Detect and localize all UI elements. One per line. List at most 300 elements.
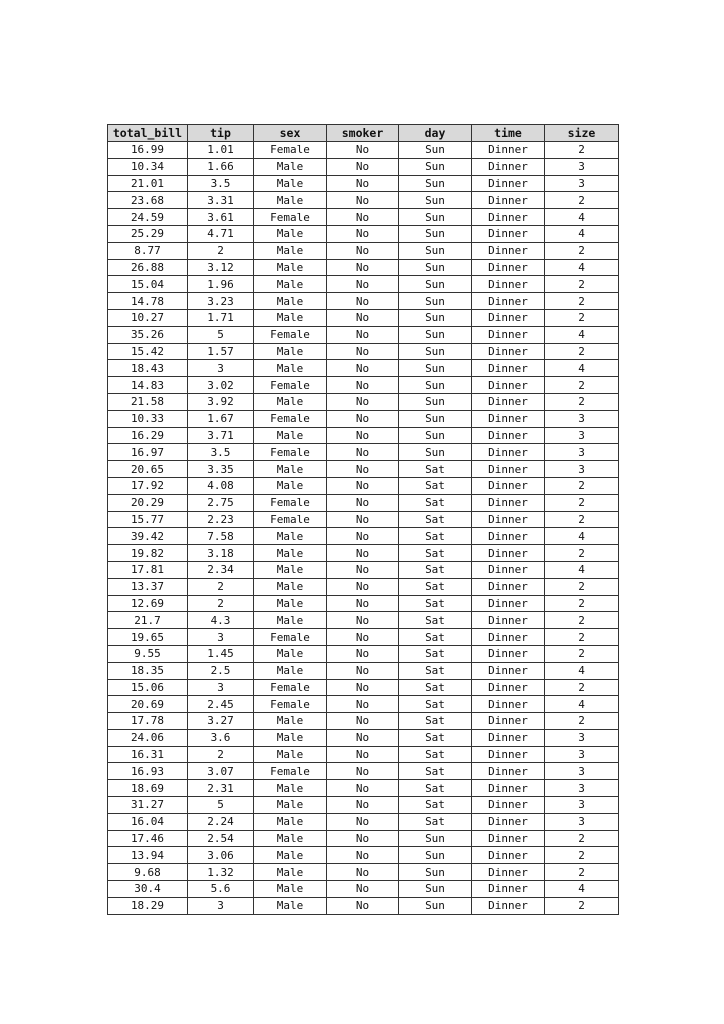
cell-total-bill: 16.97 [108,444,188,461]
cell-time: Dinner [472,326,545,343]
cell-size: 3 [545,797,619,814]
cell-size: 2 [545,629,619,646]
table-row [108,393,619,410]
cell-smoker: No [327,595,399,612]
cell-total-bill: 16.93 [108,763,188,780]
cell-smoker: No [327,746,399,763]
cell-size: 3 [545,813,619,830]
cell-size: 2 [545,612,619,629]
cell-size: 2 [545,477,619,494]
cell-sex: Male [254,595,327,612]
cell-tip: 5.6 [188,881,254,898]
cell-day: Sat [399,780,472,797]
cell-tip: 3.6 [188,729,254,746]
cell-smoker: No [327,377,399,394]
cell-time: Dinner [472,427,545,444]
cell-size: 2 [545,679,619,696]
cell-total-bill: 26.88 [108,259,188,276]
cell-total-bill: 17.92 [108,477,188,494]
column-header-total-bill: total_bill [108,125,188,142]
cell-day: Sat [399,511,472,528]
cell-tip: 2.75 [188,494,254,511]
cell-tip: 3.18 [188,545,254,562]
table-row [108,679,619,696]
cell-smoker: No [327,259,399,276]
cell-smoker: No [327,427,399,444]
cell-day: Sun [399,410,472,427]
cell-time: Dinner [472,696,545,713]
cell-tip: 5 [188,326,254,343]
cell-day: Sun [399,427,472,444]
cell-smoker: No [327,679,399,696]
cell-smoker: No [327,175,399,192]
header-row [108,125,619,142]
cell-size: 2 [545,713,619,730]
cell-smoker: No [327,561,399,578]
table-row [108,881,619,898]
table-row [108,780,619,797]
table-row [108,276,619,293]
cell-smoker: No [327,813,399,830]
cell-sex: Male [254,293,327,310]
table-row [108,293,619,310]
cell-smoker: No [327,713,399,730]
cell-size: 4 [545,360,619,377]
cell-total-bill: 8.77 [108,242,188,259]
cell-time: Dinner [472,763,545,780]
table-body [108,142,619,915]
cell-time: Dinner [472,360,545,377]
cell-sex: Male [254,662,327,679]
cell-time: Dinner [472,813,545,830]
table-row [108,662,619,679]
cell-total-bill: 9.68 [108,864,188,881]
cell-time: Dinner [472,444,545,461]
column-header-size: size [545,125,619,142]
cell-sex: Male [254,780,327,797]
cell-smoker: No [327,444,399,461]
cell-time: Dinner [472,309,545,326]
cell-size: 2 [545,142,619,159]
cell-smoker: No [327,881,399,898]
cell-tip: 2.31 [188,780,254,797]
cell-size: 2 [545,309,619,326]
cell-total-bill: 9.55 [108,645,188,662]
cell-total-bill: 20.65 [108,461,188,478]
cell-day: Sun [399,142,472,159]
cell-day: Sat [399,578,472,595]
cell-sex: Male [254,847,327,864]
table-row [108,326,619,343]
cell-tip: 1.32 [188,864,254,881]
cell-total-bill: 39.42 [108,528,188,545]
cell-smoker: No [327,360,399,377]
cell-time: Dinner [472,729,545,746]
cell-size: 4 [545,209,619,226]
cell-day: Sat [399,477,472,494]
cell-size: 2 [545,192,619,209]
cell-size: 3 [545,158,619,175]
cell-tip: 3 [188,679,254,696]
cell-day: Sun [399,881,472,898]
cell-size: 4 [545,662,619,679]
cell-smoker: No [327,158,399,175]
cell-total-bill: 16.29 [108,427,188,444]
cell-size: 3 [545,461,619,478]
cell-total-bill: 17.78 [108,713,188,730]
cell-tip: 3.5 [188,175,254,192]
cell-day: Sun [399,276,472,293]
cell-sex: Male [254,461,327,478]
cell-sex: Male [254,175,327,192]
cell-sex: Female [254,209,327,226]
cell-tip: 2.34 [188,561,254,578]
cell-total-bill: 21.01 [108,175,188,192]
cell-day: Sat [399,729,472,746]
cell-time: Dinner [472,612,545,629]
cell-smoker: No [327,645,399,662]
cell-time: Dinner [472,897,545,914]
cell-smoker: No [327,393,399,410]
cell-time: Dinner [472,797,545,814]
cell-tip: 1.01 [188,142,254,159]
cell-sex: Female [254,679,327,696]
cell-sex: Male [254,276,327,293]
table-row [108,645,619,662]
cell-sex: Female [254,326,327,343]
table-row [108,713,619,730]
table-row [108,427,619,444]
cell-smoker: No [327,142,399,159]
table-row [108,209,619,226]
table-row [108,360,619,377]
cell-size: 4 [545,528,619,545]
cell-time: Dinner [472,578,545,595]
cell-size: 3 [545,763,619,780]
cell-day: Sun [399,393,472,410]
cell-sex: Male [254,309,327,326]
cell-tip: 3.35 [188,461,254,478]
cell-tip: 3 [188,629,254,646]
cell-size: 3 [545,746,619,763]
cell-day: Sun [399,225,472,242]
cell-tip: 4.3 [188,612,254,629]
cell-size: 3 [545,780,619,797]
cell-day: Sat [399,461,472,478]
cell-size: 2 [545,242,619,259]
table-header [108,125,619,142]
cell-sex: Female [254,410,327,427]
cell-size: 2 [545,897,619,914]
cell-day: Sun [399,847,472,864]
cell-day: Sat [399,561,472,578]
cell-time: Dinner [472,461,545,478]
cell-tip: 1.57 [188,343,254,360]
cell-smoker: No [327,864,399,881]
cell-size: 3 [545,175,619,192]
cell-day: Sun [399,864,472,881]
cell-tip: 3.92 [188,393,254,410]
cell-tip: 3.71 [188,427,254,444]
data-table [107,124,619,915]
cell-total-bill: 17.81 [108,561,188,578]
cell-sex: Male [254,897,327,914]
cell-size: 3 [545,410,619,427]
cell-time: Dinner [472,175,545,192]
cell-sex: Male [254,612,327,629]
cell-total-bill: 14.83 [108,377,188,394]
cell-total-bill: 15.04 [108,276,188,293]
cell-smoker: No [327,729,399,746]
cell-smoker: No [327,897,399,914]
table-row [108,377,619,394]
table-row [108,158,619,175]
table-row [108,545,619,562]
cell-total-bill: 18.69 [108,780,188,797]
cell-smoker: No [327,629,399,646]
cell-tip: 3.07 [188,763,254,780]
cell-day: Sun [399,175,472,192]
cell-tip: 1.96 [188,276,254,293]
cell-sex: Male [254,645,327,662]
cell-sex: Female [254,444,327,461]
cell-size: 2 [545,847,619,864]
cell-time: Dinner [472,595,545,612]
cell-size: 4 [545,259,619,276]
cell-total-bill: 16.99 [108,142,188,159]
cell-time: Dinner [472,528,545,545]
table-row [108,797,619,814]
cell-smoker: No [327,309,399,326]
cell-time: Dinner [472,393,545,410]
cell-sex: Male [254,729,327,746]
cell-total-bill: 16.04 [108,813,188,830]
cell-day: Sun [399,192,472,209]
table-row [108,477,619,494]
cell-time: Dinner [472,847,545,864]
cell-smoker: No [327,847,399,864]
cell-smoker: No [327,461,399,478]
cell-time: Dinner [472,343,545,360]
cell-total-bill: 15.06 [108,679,188,696]
cell-sex: Male [254,360,327,377]
table-row [108,175,619,192]
cell-size: 4 [545,225,619,242]
cell-day: Sun [399,897,472,914]
cell-size: 3 [545,729,619,746]
cell-total-bill: 17.46 [108,830,188,847]
cell-time: Dinner [472,830,545,847]
cell-day: Sat [399,494,472,511]
cell-size: 4 [545,696,619,713]
table-row [108,343,619,360]
cell-size: 4 [545,326,619,343]
cell-day: Sat [399,662,472,679]
cell-smoker: No [327,225,399,242]
cell-time: Dinner [472,477,545,494]
cell-tip: 3.27 [188,713,254,730]
cell-sex: Male [254,158,327,175]
cell-sex: Male [254,746,327,763]
cell-total-bill: 31.27 [108,797,188,814]
cell-day: Sun [399,343,472,360]
table-row [108,410,619,427]
cell-day: Sun [399,830,472,847]
cell-total-bill: 18.35 [108,662,188,679]
cell-time: Dinner [472,561,545,578]
cell-sex: Male [254,242,327,259]
column-header-day: day [399,125,472,142]
table-row [108,225,619,242]
cell-sex: Male [254,225,327,242]
table-row [108,511,619,528]
cell-total-bill: 20.69 [108,696,188,713]
cell-tip: 3.31 [188,192,254,209]
cell-size: 2 [545,545,619,562]
cell-total-bill: 21.58 [108,393,188,410]
cell-time: Dinner [472,881,545,898]
table-row [108,461,619,478]
table-row [108,578,619,595]
cell-smoker: No [327,293,399,310]
cell-total-bill: 14.78 [108,293,188,310]
cell-tip: 7.58 [188,528,254,545]
cell-smoker: No [327,494,399,511]
table-row [108,629,619,646]
cell-time: Dinner [472,192,545,209]
cell-day: Sun [399,293,472,310]
cell-day: Sun [399,309,472,326]
column-header-time: time [472,125,545,142]
cell-smoker: No [327,511,399,528]
cell-sex: Female [254,629,327,646]
cell-total-bill: 24.06 [108,729,188,746]
cell-day: Sat [399,797,472,814]
table-row [108,746,619,763]
cell-total-bill: 25.29 [108,225,188,242]
cell-time: Dinner [472,377,545,394]
cell-smoker: No [327,192,399,209]
cell-sex: Female [254,494,327,511]
cell-sex: Female [254,511,327,528]
cell-time: Dinner [472,713,545,730]
cell-day: Sun [399,242,472,259]
cell-tip: 3 [188,360,254,377]
cell-day: Sun [399,360,472,377]
table-row [108,561,619,578]
cell-tip: 2 [188,242,254,259]
cell-total-bill: 18.29 [108,897,188,914]
cell-tip: 1.71 [188,309,254,326]
cell-time: Dinner [472,679,545,696]
cell-total-bill: 15.77 [108,511,188,528]
cell-day: Sat [399,629,472,646]
cell-smoker: No [327,545,399,562]
cell-sex: Male [254,813,327,830]
cell-day: Sat [399,813,472,830]
table-row [108,242,619,259]
cell-tip: 2 [188,746,254,763]
cell-tip: 1.67 [188,410,254,427]
cell-time: Dinner [472,259,545,276]
cell-tip: 2 [188,578,254,595]
cell-time: Dinner [472,142,545,159]
cell-sex: Male [254,881,327,898]
cell-smoker: No [327,343,399,360]
cell-tip: 3.61 [188,209,254,226]
cell-sex: Male [254,561,327,578]
cell-size: 2 [545,293,619,310]
cell-total-bill: 24.59 [108,209,188,226]
table-row [108,595,619,612]
cell-total-bill: 30.4 [108,881,188,898]
cell-tip: 1.66 [188,158,254,175]
cell-tip: 4.71 [188,225,254,242]
cell-sex: Male [254,830,327,847]
cell-time: Dinner [472,158,545,175]
cell-size: 3 [545,444,619,461]
cell-day: Sat [399,713,472,730]
cell-total-bill: 10.27 [108,309,188,326]
cell-size: 2 [545,511,619,528]
cell-day: Sat [399,679,472,696]
cell-time: Dinner [472,293,545,310]
table-row [108,763,619,780]
table-row [108,813,619,830]
cell-smoker: No [327,612,399,629]
column-header-tip: tip [188,125,254,142]
cell-smoker: No [327,477,399,494]
cell-tip: 4.08 [188,477,254,494]
cell-day: Sun [399,259,472,276]
cell-time: Dinner [472,225,545,242]
cell-day: Sun [399,158,472,175]
cell-sex: Female [254,142,327,159]
cell-smoker: No [327,797,399,814]
cell-smoker: No [327,209,399,226]
cell-time: Dinner [472,780,545,797]
cell-tip: 5 [188,797,254,814]
cell-tip: 3.5 [188,444,254,461]
cell-time: Dinner [472,645,545,662]
cell-sex: Male [254,528,327,545]
table-row [108,864,619,881]
cell-total-bill: 13.37 [108,578,188,595]
cell-tip: 3.12 [188,259,254,276]
cell-day: Sat [399,696,472,713]
table-row [108,444,619,461]
cell-smoker: No [327,242,399,259]
column-header-sex: sex [254,125,327,142]
cell-day: Sun [399,209,472,226]
column-header-smoker: smoker [327,125,399,142]
cell-tip: 2.5 [188,662,254,679]
cell-time: Dinner [472,494,545,511]
cell-time: Dinner [472,209,545,226]
cell-tip: 3.23 [188,293,254,310]
cell-sex: Female [254,377,327,394]
cell-total-bill: 19.65 [108,629,188,646]
table-row [108,897,619,914]
cell-sex: Male [254,545,327,562]
cell-total-bill: 10.34 [108,158,188,175]
cell-size: 4 [545,561,619,578]
cell-size: 2 [545,864,619,881]
cell-size: 2 [545,830,619,847]
cell-day: Sat [399,645,472,662]
cell-time: Dinner [472,242,545,259]
cell-day: Sun [399,377,472,394]
